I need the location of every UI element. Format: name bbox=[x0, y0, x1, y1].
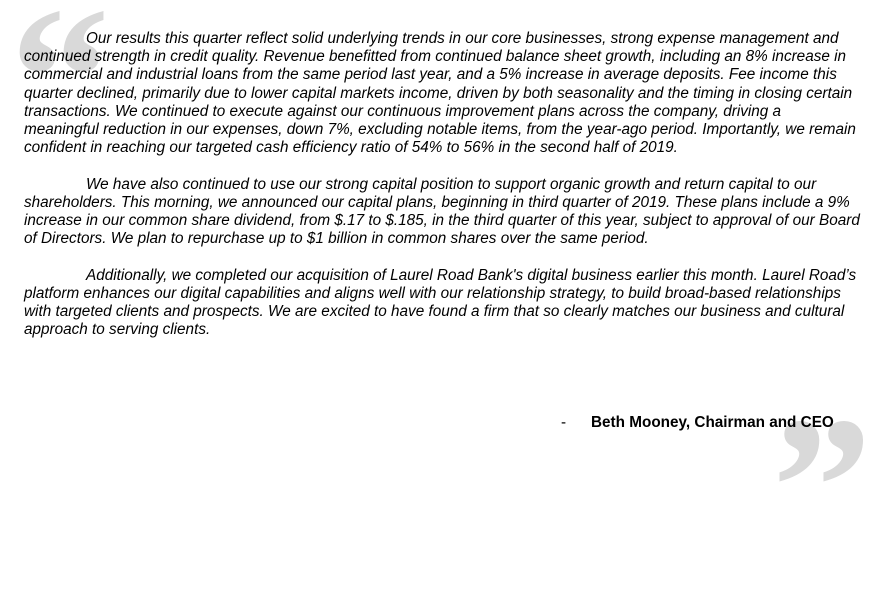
attribution-dash: - bbox=[561, 414, 567, 431]
quote-paragraph-1: Our results this quarter reflect solid underlying trends in our core businesses, strong expense management and continued strength in credit quality. Revenue benefitted from continued balance sheet growth, including an 8% increase in commercial and industrial loans from the same period last year, and a 5% increase in average deposits. Fee income this quarter declined, primarily due to lower capital markets income, driven by both seasonality and the timing in closing certain transactions. We continued to execute against our continuous improvement plans across the company, driving a meaningful reduction in our expenses, down 7%, excluding notable items, from the year-ago period. Importantly, we remain confident in reaching our targeted cash efficiency ratio of 54% to 56% in the second half of 2019. bbox=[24, 30, 856, 157]
attribution-name: Beth Mooney, Chairman and CEO bbox=[591, 414, 834, 431]
quote-paragraph-3: Additionally, we completed our acquisition of Laurel Road Bank's digital business earlier this month. Laurel Road’s platform enhances our digital capabilities and aligns well with our relationship strategy, to build broad-based relationships with targeted clients and prospects. We are excited to have found a firm that so clearly matches our business and cultural approach to serving clients. bbox=[24, 266, 857, 339]
quote-body bbox=[24, 30, 860, 358]
open-quote-mark-icon: “ bbox=[10, 0, 110, 188]
quote-paragraph-2: We have also continued to use our strong capital position to support organic growth and return capital to our shareholders. This morning, we announced our capital plans, beginning in third quarter of 2019. These plans include a 9% increase in our common share dividend, from $.17 to $.185, in the third quarter of this year, subject to approval of our Board of Directors. We plan to repurchase up to $1 billion in common shares over the same period. bbox=[24, 175, 860, 248]
attribution bbox=[561, 414, 834, 432]
close-quote-mark-icon: ” bbox=[772, 377, 872, 598]
